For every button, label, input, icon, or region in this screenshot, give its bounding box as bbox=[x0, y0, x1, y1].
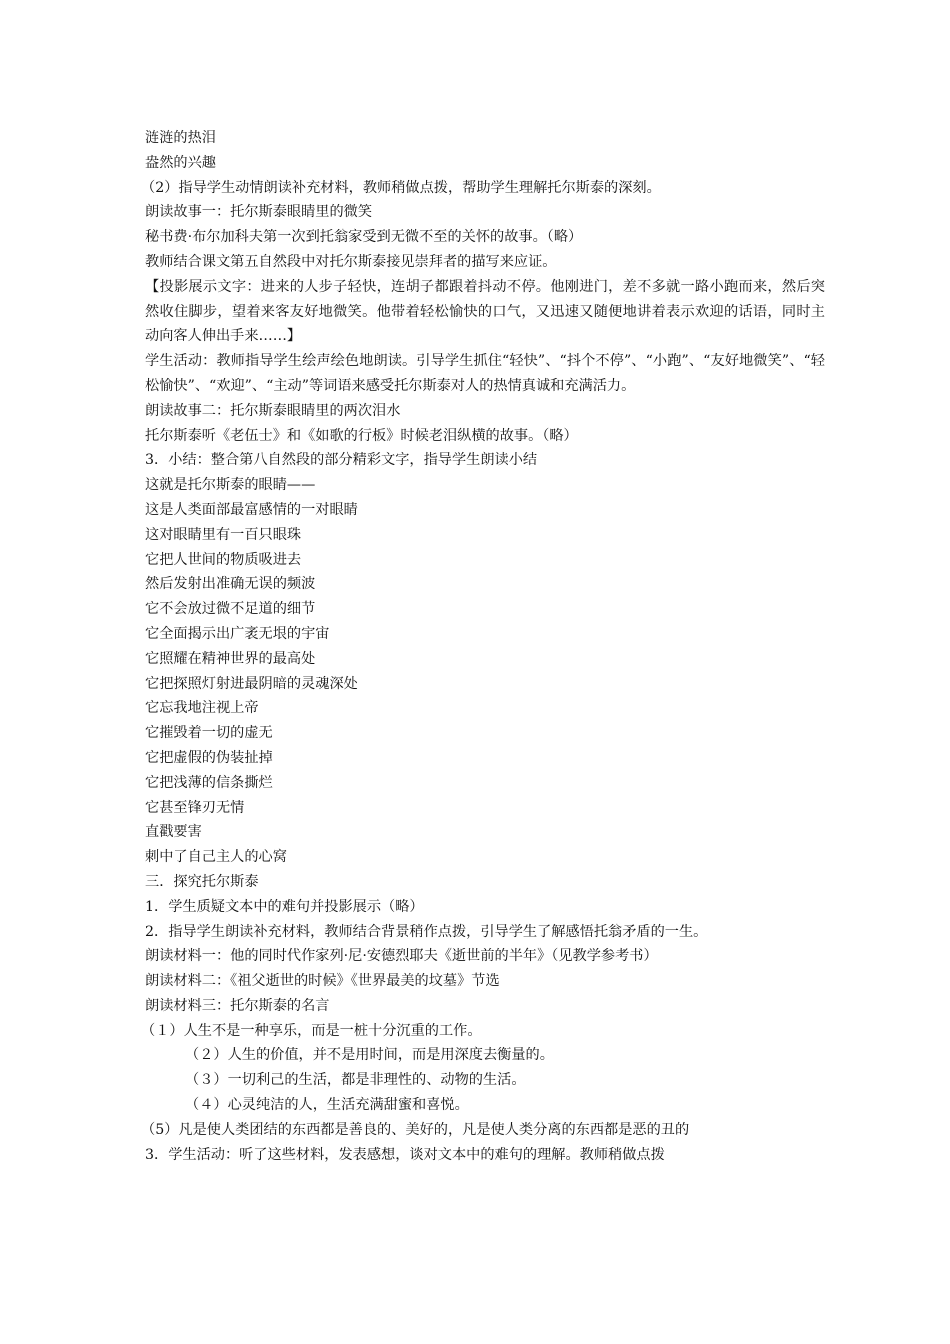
poem-line: 然后发射出准确无误的频波 bbox=[145, 576, 316, 593]
poem-line: 它把探照灯射进最阴暗的灵魂深处 bbox=[145, 675, 358, 692]
quote-line: （４）心灵纯洁的人，生活充满甜蜜和喜悦。 bbox=[185, 1097, 469, 1114]
poem-line: 它照耀在精神世界的最高处 bbox=[145, 650, 316, 667]
quote-line: （１）人生不是一种享乐，而是一桩十分沉重的工作。 bbox=[141, 1022, 482, 1039]
poem-line: 这就是托尔斯泰的眼睛—— bbox=[145, 477, 316, 494]
poem-line: 刺中了自己主人的心窝 bbox=[145, 849, 287, 866]
text-line: 朗读材料三：托尔斯泰的名言 bbox=[145, 997, 330, 1014]
student-activity-paragraph: 学生活动：教师指导学生绘声绘色地朗读。引导学生抓住“轻快”、“抖个不停”、“小跑”、“友好地微笑”、“轻松愉快”、“欢迎”、“主动”等词语来感受托尔斯泰对人的热情真诚和充满活力。 bbox=[145, 353, 825, 394]
poem-line: 它忘我地注视上帝 bbox=[145, 700, 259, 717]
text-line: 朗读材料一：他的同时代作家列·尼·安德烈耶夫《逝世前的半年》（见教学参考书） bbox=[145, 948, 658, 965]
text-line: 盎然的兴趣 bbox=[145, 154, 216, 171]
text-line: 教师结合课文第五自然段中对托尔斯泰接见崇拜者的描写来应证。 bbox=[145, 253, 557, 270]
text-line: 3．小结：整合第八自然段的部分精彩文字，指导学生朗读小结 bbox=[145, 452, 538, 469]
text-line: 2．指导学生朗读补充材料，教师结合背景稍作点拨，引导学生了解感悟托翁矛盾的一生。 bbox=[145, 923, 708, 940]
quote-line: （5）凡是使人类团结的东西都是善良的、美好的，凡是使人类分离的东西都是恶的丑的 bbox=[141, 1121, 690, 1138]
poem-line: 它把人世间的物质吸进去 bbox=[145, 551, 302, 568]
poem-line: 它不会放过微不足道的细节 bbox=[145, 601, 316, 618]
section-heading: 三．探究托尔斯泰 bbox=[145, 873, 259, 890]
poem-line: 它把虚假的伪装扯掉 bbox=[145, 749, 273, 766]
poem-line: 直戳要害 bbox=[145, 824, 202, 841]
poem-line: 它摧毁着一切的虚无 bbox=[145, 725, 273, 742]
poem-line: 它甚至锋刃无情 bbox=[145, 799, 245, 816]
quote-line: （２）人生的价值，并不是用时间，而是用深度去衡量的。 bbox=[185, 1047, 554, 1064]
poem-line: 它全面揭示出广袤无垠的宇宙 bbox=[145, 625, 330, 642]
projection-paragraph: 【投影展示文字：进来的人步子轻快，连胡子都跟着抖动不停。他刚进门，差不多就一路小跑而来，然后突然收住脚步，望着来客友好地微笑。他带着轻松愉快的口气，又迅速又随便地讲着表示欢迎的话语，同时主动向客人伸出手来……】 bbox=[145, 278, 825, 345]
text-line: 朗读故事二：托尔斯泰眼睛里的两次泪水 bbox=[145, 402, 401, 419]
text-line: 朗读材料二：《祖父逝世的时候》《世界最美的坟墓》节选 bbox=[145, 973, 500, 990]
poem-line: 它把浅薄的信条撕烂 bbox=[145, 774, 273, 791]
text-line: 朗读故事一：托尔斯泰眼睛里的微笑 bbox=[145, 204, 373, 221]
text-line: 3．学生活动：听了这些材料，发表感想，谈对文本中的难句的理解。教师稍做点拨 bbox=[145, 1146, 665, 1163]
poem-line: 这是人类面部最富感情的一对眼睛 bbox=[145, 501, 358, 518]
text-line: （2）指导学生动情朗读补充材料，教师稍做点拨，帮助学生理解托尔斯泰的深刻。 bbox=[141, 179, 661, 196]
document-body bbox=[141, 126, 825, 1167]
text-line: 1．学生质疑文本中的难句并投影展示（略） bbox=[145, 898, 424, 915]
poem-line: 这对眼睛里有一百只眼珠 bbox=[145, 526, 302, 543]
text-line: 托尔斯泰听《老伍士》和《如歌的行板》时候老泪纵横的故事。（略） bbox=[145, 427, 578, 444]
text-line: 秘书费·布尔加科夫第一次到托翁家受到无微不至的关怀的故事。（略） bbox=[145, 229, 583, 246]
quote-line: （３）一切利己的生活，都是非理性的、动物的生活。 bbox=[185, 1072, 526, 1089]
text-line: 涟涟的热泪 bbox=[145, 130, 216, 146]
